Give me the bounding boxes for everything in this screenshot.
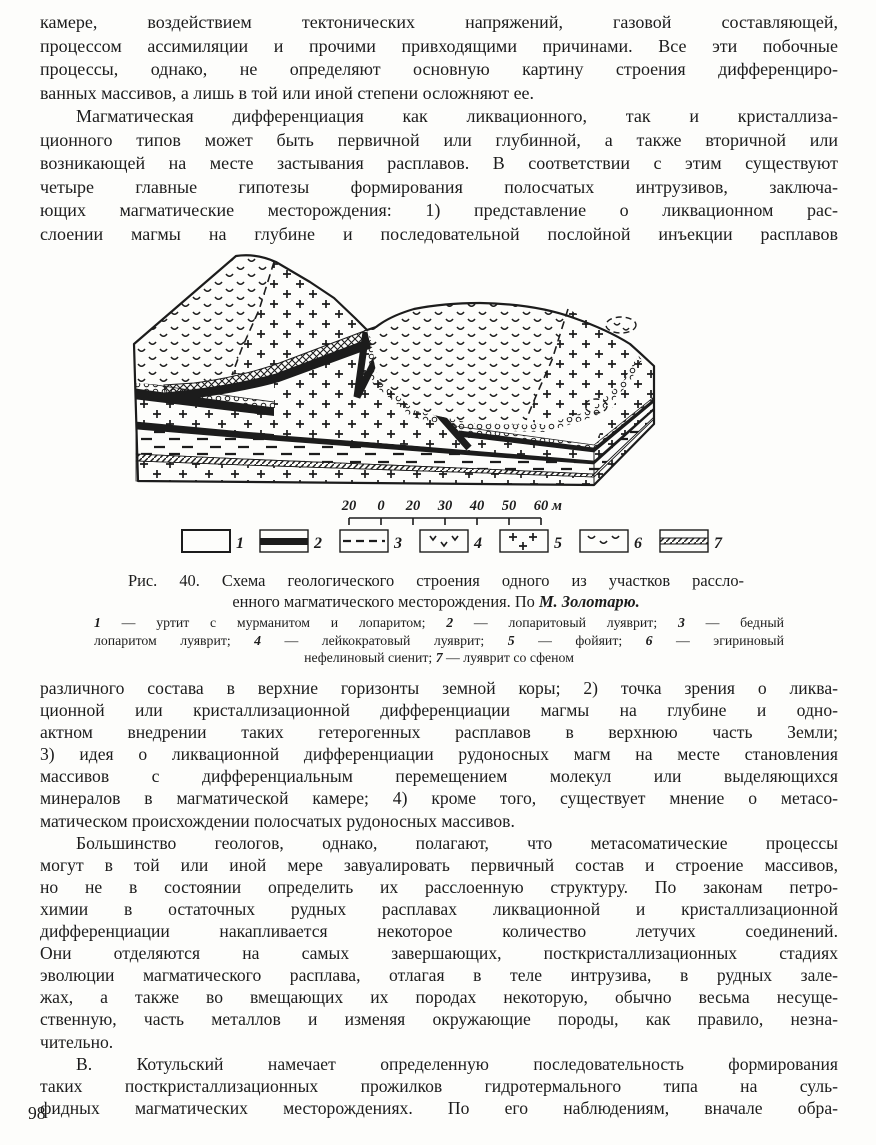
body-text-top xyxy=(40,11,838,246)
text-line: В. Котульский намечает определенную последовательность формирования xyxy=(76,1053,838,1074)
caption-author: М. Золотарю. xyxy=(538,592,640,611)
legend-item-urtite xyxy=(182,530,244,552)
text-line: Они отделяются на самых завершающих, посткристаллизационных стадиях xyxy=(40,943,838,964)
svg-text:4: 4 xyxy=(474,535,482,552)
svg-text:м: м xyxy=(552,498,562,514)
text-line: Магматическая дифференциация как ликвационного, так и кристаллиза- xyxy=(76,106,838,126)
legend-description-line: лопаритом луяврит; 4 — лейкократовый луяврит; 5 — фойяит; 6 — эгириновый xyxy=(94,632,784,648)
legend-item-aegirine-syenite xyxy=(580,530,642,552)
text-line: химии в остаточных рудных расплавах ликвационной и кристаллизационной xyxy=(40,898,838,919)
text-line: могут в той или иной мере завуалировать первичный состав и строение массивов, xyxy=(40,854,838,875)
dashed-inlier-contour xyxy=(606,317,636,333)
svg-text:50: 50 xyxy=(501,498,517,514)
text-line: чительно. xyxy=(40,1031,114,1052)
legend-item-leucocratic-luyavrite xyxy=(420,530,482,552)
text-line: но не в состоянии определить их расслоенную структуру. По законам петро- xyxy=(40,876,838,897)
text-line: дифференциации накапливается некоторое количество летучих соединений. xyxy=(40,921,838,942)
svg-text:40: 40 xyxy=(469,498,485,514)
text-line: четыре главные гипотезы формирования полосчатых интрузивов, заключа- xyxy=(40,176,838,197)
text-line: фидных магматических месторождениях. По его наблюдениям, вначале обра- xyxy=(40,1097,838,1118)
text-line: таких посткристаллизационных прожилков гидротермального типа на суль- xyxy=(40,1075,838,1096)
text-line: эволюции магматического расплава, отлагая в теле интрузива, в рудных зале- xyxy=(40,965,838,986)
legend-description-line: 1 — уртит с мурманитом и лопаритом; 2 — лопаритовый луяврит; 3 — бедный xyxy=(94,615,784,630)
svg-text:6: 6 xyxy=(634,535,642,552)
svg-text:30: 30 xyxy=(437,498,453,514)
text-line: жах, а также во вмещающих их породах некоторую, обычно весьма несуще- xyxy=(40,987,838,1008)
text-line: матическом происхождении полосчатых рудоносных массивов. xyxy=(40,810,515,831)
text-line: различного состава в верхние горизонты земной коры; 2) точка зрения о ликва- xyxy=(40,678,838,698)
text-line: ванных массивов, а лишь в той или иной степени осложняют ее. xyxy=(40,82,535,103)
figure-diagram-svg xyxy=(122,248,762,562)
text-line: камере, воздействием тектонических напряжений, газовой составляющей, xyxy=(40,12,838,32)
legend-item-foyaite xyxy=(500,530,562,552)
text-line: ственную, часть металлов и изменяя окружающие породы, как правило, незна- xyxy=(40,1009,838,1030)
svg-text:20: 20 xyxy=(405,498,421,514)
svg-text:20: 20 xyxy=(341,498,357,514)
text-line: минералов в магматической камере; 4) кроме того, существует мнение о метасо- xyxy=(40,788,838,809)
text-line: ционного типов может быть первичной или глубинной, а также вторичной или xyxy=(40,129,838,150)
text-line: массивов с дифференциальным перемещением молекул или выделяющихся xyxy=(40,766,838,787)
figure-40 xyxy=(122,248,762,567)
figure-caption xyxy=(128,570,744,612)
scale-bar xyxy=(341,498,562,525)
svg-text:2: 2 xyxy=(314,535,322,552)
text-line: ционной или кристаллизационной дифференциации магмы на глубине и одно- xyxy=(40,700,838,721)
text-line: процессом ассимиляции и прочими привходящими причинами. Все эти побочные xyxy=(40,35,838,56)
text-line: 3) идея о ликвационной дифференциации рудоносных магм на месте становления xyxy=(40,744,838,765)
svg-text:1: 1 xyxy=(236,535,244,552)
legend-strip xyxy=(182,530,723,552)
caption-line: енного магматического месторождения. По М. Золотарю. xyxy=(232,592,640,611)
text-line: Большинство геологов, однако, полагают, что метасоматические процессы xyxy=(76,832,838,853)
legend-item-loparite-luyavrite xyxy=(260,530,322,552)
legend-description-line: нефелиновый сиенит; 7 — луяврит со сфеном xyxy=(304,650,574,665)
svg-text:0: 0 xyxy=(377,498,385,514)
svg-text:60: 60 xyxy=(533,498,549,514)
text-line: слоении магмы на глубине и последовательной послойной инъекции расплавов xyxy=(40,223,838,244)
page-number: 98 xyxy=(28,1103,46,1123)
svg-text:7: 7 xyxy=(714,535,722,552)
legend-item-poor-loparite xyxy=(340,530,402,552)
legend-item-luyavrite-sphene xyxy=(660,530,723,552)
text-line: процессы, однако, не определяют основную картину строения дифференциро- xyxy=(40,59,838,79)
body-text-bottom xyxy=(40,677,838,1119)
svg-text:5: 5 xyxy=(554,535,562,552)
svg-text:3: 3 xyxy=(394,535,402,552)
text-line: возникающей на месте застывания расплавов. В соответствии с этим существуют xyxy=(40,153,838,173)
figure-legend-description xyxy=(94,614,784,667)
caption-line: Рис. 40. Схема геологического строения одного из участков рассло- xyxy=(128,571,744,590)
text-line: ющих магматические месторождения: 1) представление о ликвационном рас- xyxy=(40,200,838,220)
text-line: актном внедрении таких гетерогенных расплавов в верхнюю часть Земли; xyxy=(40,722,838,743)
